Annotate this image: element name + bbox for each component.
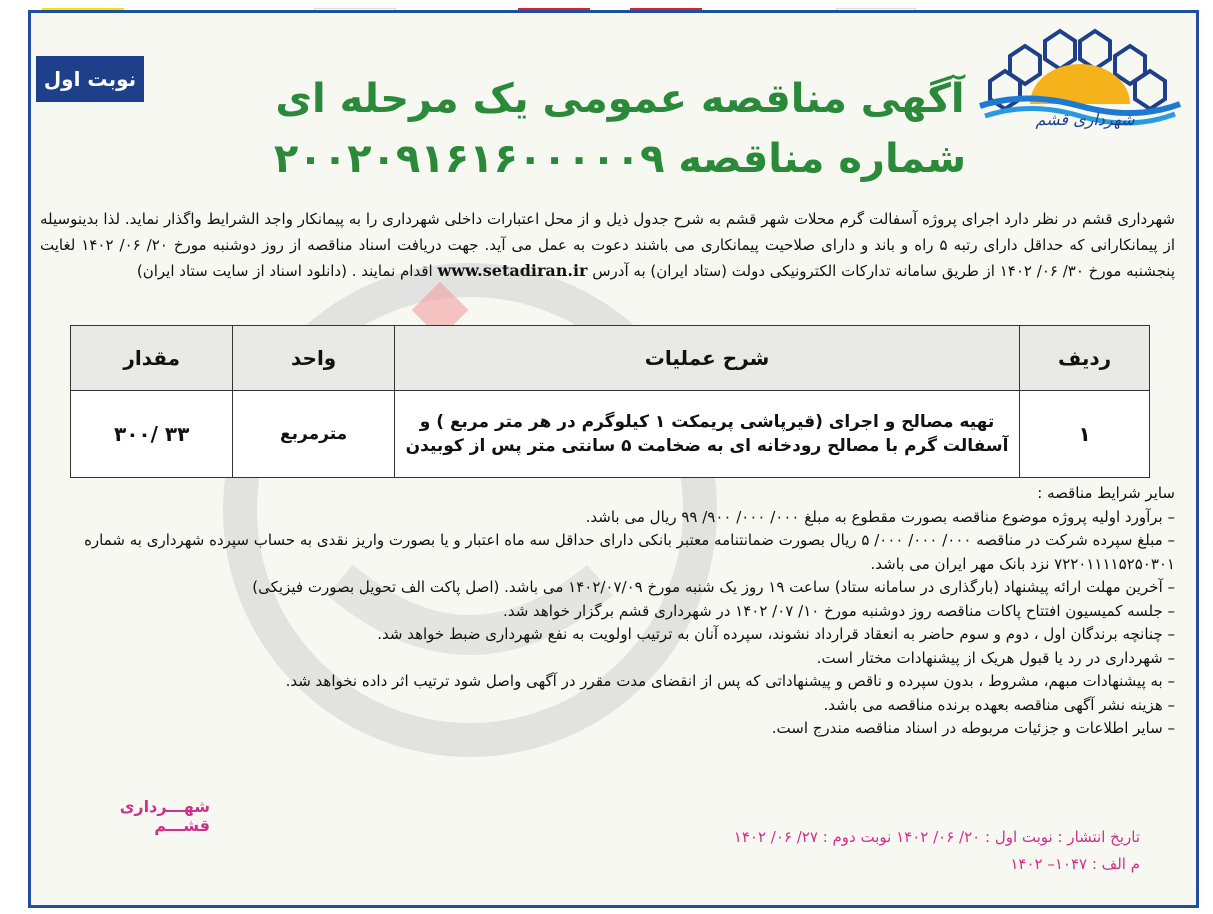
publication-dates: تاریخ انتشار : نوبت اول : ۲۰/ ۰۶/ ۱۴۰۲ نوبت دوم : ۲۷/ ۰۶/ ۱۴۰۲ (733, 828, 1140, 846)
cell-row-number: ۱ (1020, 391, 1150, 478)
header-row-number: ردیف (1020, 326, 1150, 391)
municipality-logo-icon (970, 26, 1190, 156)
condition-item: – مبلغ سپرده شرکت در مناقصه ۰۰۰/ ۰۰۰/ ۰۰۰/ ۵ ریال بصورت ضمانتنامه معتبر بانکی دارای حداقل سه ماه اعتبار و یا بصورت واریز نقدی به حساب سپرده شهرداری به شماره ۷۲۲۰۱۱۱۱۵۲۵۰۳۰۱ نزد بانک مهر ایران می باشد. (84, 531, 1175, 573)
operations-table (70, 325, 1150, 478)
cell-unit: مترمربع (233, 391, 395, 478)
description-line-2: آسفالت گرم با مصالح رودخانه ای به ضخامت ۵ سانتی متر پس از کوبیدن (405, 436, 1009, 456)
condition-item: – شهرداری در رد یا قبول هریک از پیشنهادات مختار است. (816, 648, 1175, 667)
condition-item: – جلسه کمیسیون افتتاح پاکات مناقصه روز دوشنبه مورخ ۱۰/ ۰۷/ ۱۴۰۲ در شهرداری قشم برگزار خواهد شد. (503, 601, 1175, 620)
cell-quantity: ۳۳ /۳۰۰ (71, 391, 233, 478)
intro-after-url: اقدام نمایند . (دانلود اسناد از سایت ستاد ایران) (136, 262, 433, 280)
condition-item: – چنانچه برندگان اول ، دوم و سوم حاضر به انعقاد قرارداد نشوند، سپرده آنان به ترتیب اولویت به نفع شهرداری ضبط خواهد شد. (377, 625, 1175, 643)
publication-info (590, 824, 1140, 878)
header-quantity: مقدار (71, 326, 233, 391)
municipality-signature: شهـــرداری قشـــم (119, 797, 210, 835)
notice-title: آگهی مناقصه عمومی یک مرحله ای (275, 76, 965, 122)
conditions-section (40, 482, 1175, 741)
conditions-title: سایر شرایط مناقصه : (1037, 484, 1175, 502)
condition-item: – سایر اطلاعات و جزئیات مربوطه در اسناد مناقصه مندرج است. (771, 719, 1175, 737)
condition-item: – برآورد اولیه پروژه موضوع مناقصه بصورت مقطوع به مبلغ ۰۰۰/ ۰۰۰/ ۹۰۰/ ۹۹ ریال می باشد. (585, 507, 1175, 526)
condition-item: – به پیشنهادات مبهم، مشروط ، بدون سپرده و ناقص و پیشنهاداتی که پس از انقضای مدت مقرر در آگهی واصل شود ترتیب اثر داده نخواهد شد. (285, 672, 1175, 690)
tender-number: شماره مناقصه ۲۰۰۲۰۹۱۶۱۶۰۰۰۰۰۹ (273, 136, 967, 182)
condition-item: – آخرین مهلت ارائه پیشنهاد (بارگذاری در سامانه ستاد) ساعت ۱۹ روز یک شنبه مورخ ۱۴۰۲/۰۷/۰۹ می باشد. (اصل پاکت الف تحویل بصورت فیزیکی) (252, 578, 1175, 596)
table-header-row (71, 326, 1150, 391)
intro-paragraph (40, 206, 1175, 284)
condition-item: – هزینه نشر آگهی مناقصه بعهده برنده مناقصه می باشد. (823, 695, 1175, 714)
logo-caption: شهرداری قشم (1035, 110, 1135, 129)
header-description: شرح عملیات (394, 326, 1019, 391)
description-line-1: تهیه مصالح و اجرای (قیرپاشی پریمکت ۱ کیلوگرم در هر متر مربع ) و (419, 412, 995, 432)
table-row (71, 391, 1150, 478)
cell-description (394, 391, 1019, 478)
setadiran-link[interactable]: www.setadiran.ir (437, 261, 588, 280)
header-unit: واحد (233, 326, 395, 391)
round-badge: نوبت اول (36, 56, 144, 102)
notice-code: م الف : ۱۰۴۷– ۱۴۰۲ (1010, 855, 1140, 873)
intro-text: شهرداری قشم در نظر دارد اجرای پروژه آسفالت گرم محلات شهر قشم به شرح جدول ذیل و از محل اعتبارات داخلی شهرداری را به پیمانکار واجد الشرایط واگذار نماید. لذا بدینوسیله از پیمانکارانی که حداقل دارای رتبه ۵ راه و باند و دارای صلاحیت پیمانکاری می باشند دعوت به عمل می آید. جهت دریافت اسناد مناقصه از روز دوشنبه مورخ ۲۰/ ۰۶/ ۱۴۰۲ لغایت پنجشنبه مورخ ۳۰/ ۰۶/ ۱۴۰۲ از طریق سامانه تدارکات الکترونیکی دولت (ستاد ایران) به آدرس (40, 210, 1175, 280)
